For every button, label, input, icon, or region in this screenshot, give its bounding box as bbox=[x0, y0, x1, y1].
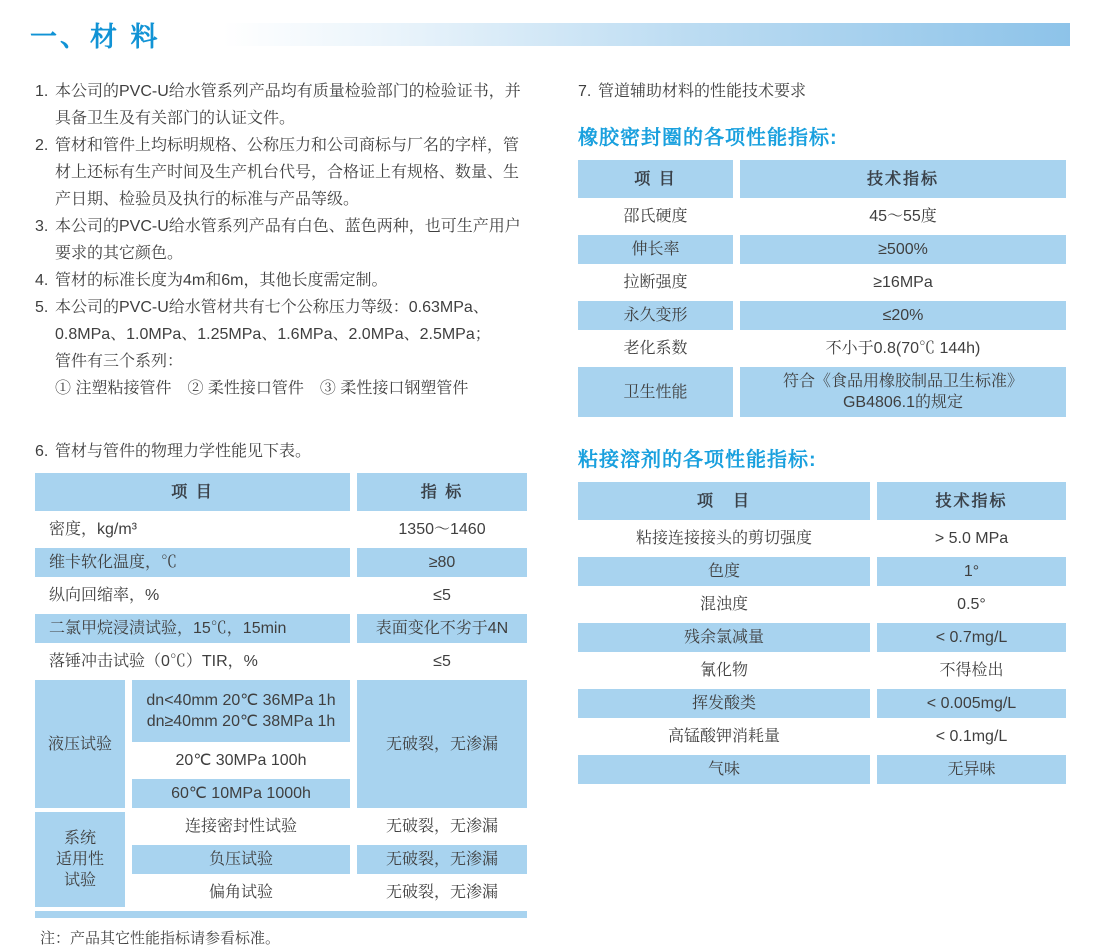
list-item-text: 管材和管件上均标明规格、公称压力和公司商标与厂名的字样，管材上还标有生产时间及生产机台代号，合格证上有规格、数量、生产日期、检验员及执行的标准与产品等级。 bbox=[55, 137, 520, 208]
hydraulic-condition-cell: 20℃ 30MPa 100h bbox=[125, 742, 350, 775]
group-label-line: 试验 bbox=[63, 872, 96, 889]
spec-cell: 不得检出 bbox=[870, 652, 1066, 685]
hydraulic-condition-line: dn<40mm 20℃ 36MPa 1h bbox=[146, 692, 336, 709]
list-item-text bbox=[55, 294, 527, 402]
table-row bbox=[35, 511, 527, 544]
property-cell: 老化系数 bbox=[578, 330, 733, 363]
hydraulic-condition-line: dn≥40mm 20℃ 38MPa 1h bbox=[146, 713, 336, 730]
spec-cell: 1° bbox=[870, 553, 1066, 586]
table-row bbox=[578, 685, 1066, 718]
property-cell: 色度 bbox=[578, 553, 870, 586]
property-cell: 拉断强度 bbox=[578, 264, 733, 297]
system-test-cell: 负压试验 bbox=[125, 841, 350, 874]
hydraulic-condition-cell: 60℃ 10MPa 1000h bbox=[125, 775, 350, 808]
list-item-number: 4. bbox=[35, 272, 49, 289]
list-item-4 bbox=[35, 267, 527, 294]
list-item-text: 本公司的PVC-U给水管系列产品均有质量检验部门的检验证书，并具备卫生及有关部门的认证文件。 bbox=[55, 83, 521, 127]
list-item-5 bbox=[35, 294, 527, 402]
table-row bbox=[578, 198, 1066, 231]
list-item-line: 管件有三个系列： bbox=[55, 353, 184, 370]
group-label-line: 系统 bbox=[63, 830, 96, 847]
spec-cell: 无破裂，无渗漏 bbox=[350, 841, 527, 874]
spec-cell: 无破裂，无渗漏 bbox=[350, 874, 527, 907]
list-item-1 bbox=[35, 78, 527, 132]
property-cell: 密度，kg/m³ bbox=[35, 511, 350, 544]
spec-cell: 1350～1460 bbox=[350, 511, 527, 544]
spec-cell: ≥80 bbox=[350, 544, 527, 577]
list-item-number: 5. bbox=[35, 299, 49, 316]
system-test-cell: 偏角试验 bbox=[125, 874, 350, 907]
property-cell: 卫生性能 bbox=[578, 363, 733, 417]
spec-cell: > 5.0 MPa bbox=[870, 520, 1066, 553]
system-test-cell: 连接密封性试验 bbox=[125, 808, 350, 841]
property-cell: 落锤冲击试验（0℃）TIR，% bbox=[35, 643, 350, 676]
spec-cell: 不小于0.8(70℃ 144h) bbox=[733, 330, 1066, 363]
footnote: 注：产品其它性能指标请参看标准。 bbox=[40, 930, 281, 947]
property-cell: 混浊度 bbox=[578, 586, 870, 619]
table-row bbox=[578, 586, 1066, 619]
list-item-text: 管材的标准长度为4m和6m，其他长度需定制。 bbox=[55, 272, 388, 289]
hydraulic-test-group-row bbox=[35, 676, 527, 742]
table-bottom-strip-row bbox=[35, 907, 527, 918]
spec-cell: ≥16MPa bbox=[733, 264, 1066, 297]
column-header-item: 项 目 bbox=[35, 473, 350, 511]
spec-cell: 45～55度 bbox=[733, 198, 1066, 231]
table-header-row bbox=[578, 160, 1066, 198]
table-row bbox=[578, 264, 1066, 297]
list-item-text: 本公司的PVC-U给水管系列产品有白色、蓝色两种，也可生产用户要求的其它颜色。 bbox=[55, 218, 521, 262]
rubber-seal-table bbox=[578, 160, 1066, 417]
spec-cell: < 0.1mg/L bbox=[870, 718, 1066, 751]
list-item-line: 本公司的PVC-U给水管材共有七个公称压力等级：0.63MPa、0.8MPa、1.0MPa、1.25MPa、1.6MPa、2.0MPa、2.5MPa； bbox=[55, 299, 491, 343]
list-item-7 bbox=[578, 78, 1066, 105]
property-cell: 邵氏硬度 bbox=[578, 198, 733, 231]
column-header-spec: 技术指标 bbox=[733, 160, 1066, 198]
table-row bbox=[578, 652, 1066, 685]
table-row bbox=[578, 751, 1066, 784]
left-column bbox=[35, 78, 527, 948]
right-column bbox=[578, 78, 1066, 948]
list-item-number: 6. bbox=[35, 443, 49, 460]
list-item-line: ① 注塑粘接管件 ② 柔性接口管件 ③ 柔性接口钢塑管件 bbox=[55, 380, 469, 397]
page-title: 一、材 料 bbox=[30, 21, 161, 52]
spec-cell: ≤20% bbox=[733, 297, 1066, 330]
table-header-row bbox=[578, 482, 1066, 520]
spec-cell: 表面变化不劣于4N bbox=[350, 610, 527, 643]
table-row bbox=[35, 544, 527, 577]
table-row bbox=[578, 297, 1066, 330]
column-header-spec: 技术指标 bbox=[870, 482, 1066, 520]
spec-cell: 无异味 bbox=[870, 751, 1066, 784]
list-item-number: 1. bbox=[35, 83, 49, 100]
hydraulic-conditions-cell bbox=[125, 676, 350, 742]
table-row bbox=[35, 577, 527, 610]
property-cell: 挥发酸类 bbox=[578, 685, 870, 718]
table-row bbox=[578, 619, 1066, 652]
spec-cell: < 0.7mg/L bbox=[870, 619, 1066, 652]
property-cell: 二氯甲烷浸渍试验，15℃，15min bbox=[35, 610, 350, 643]
table-row bbox=[578, 520, 1066, 553]
list-item-text: 管道辅助材料的性能技术要求 bbox=[598, 83, 807, 100]
spec-cell: 无破裂，无渗漏 bbox=[350, 808, 527, 841]
section-title-adhesive-solvent: 粘接溶剂的各项性能指标: bbox=[578, 449, 817, 471]
spec-cell: 符合《食品用橡胶制品卫生标准》GB4806.1的规定 bbox=[733, 363, 1066, 417]
group-label-line: 适用性 bbox=[55, 851, 104, 868]
property-cell: 气味 bbox=[578, 751, 870, 784]
list-item-number: 2. bbox=[35, 137, 49, 154]
table-row bbox=[578, 718, 1066, 751]
list-item-2 bbox=[35, 132, 527, 213]
list-item-3 bbox=[35, 213, 527, 267]
spec-cell: ≤5 bbox=[350, 643, 527, 676]
physical-properties-table bbox=[35, 473, 527, 918]
spec-cell: ≥500% bbox=[733, 231, 1066, 264]
list-item-text: 管材与管件的物理力学性能见下表。 bbox=[55, 443, 312, 460]
list-item-number: 7. bbox=[578, 83, 592, 100]
table-row bbox=[578, 553, 1066, 586]
property-cell: 维卡软化温度，℃ bbox=[35, 544, 350, 577]
section-title-rubber-seal: 橡胶密封圈的各项性能指标: bbox=[578, 127, 838, 149]
property-cell: 纵向回缩率，% bbox=[35, 577, 350, 610]
property-cell: 氰化物 bbox=[578, 652, 870, 685]
property-cell: 永久变形 bbox=[578, 297, 733, 330]
hydraulic-spec-cell: 无破裂，无渗漏 bbox=[350, 676, 527, 808]
column-header-item: 项 目 bbox=[578, 160, 733, 198]
page-header bbox=[30, 12, 1070, 56]
table-bottom-strip bbox=[35, 907, 527, 918]
system-test-group-row bbox=[35, 808, 527, 841]
list-item-6 bbox=[35, 438, 527, 465]
two-column-layout bbox=[30, 78, 1070, 948]
property-cell: 伸长率 bbox=[578, 231, 733, 264]
table-row bbox=[35, 643, 527, 676]
group-label-system bbox=[35, 808, 125, 907]
column-header-spec: 指 标 bbox=[350, 473, 527, 511]
table-row bbox=[35, 610, 527, 643]
property-cell: 粘接连接接头的剪切强度 bbox=[578, 520, 870, 553]
property-cell: 残余氯减量 bbox=[578, 619, 870, 652]
adhesive-solvent-table bbox=[578, 482, 1066, 784]
table-row bbox=[578, 330, 1066, 363]
property-cell: 高锰酸钾消耗量 bbox=[578, 718, 870, 751]
spec-cell: 0.5° bbox=[870, 586, 1066, 619]
group-label-hydraulic: 液压试验 bbox=[35, 676, 125, 808]
list-item-number: 3. bbox=[35, 218, 49, 235]
spec-cell: ≤5 bbox=[350, 577, 527, 610]
table-row bbox=[578, 363, 1066, 417]
title-gradient-bar bbox=[223, 23, 1070, 46]
table-header-row bbox=[35, 473, 527, 511]
column-header-item: 项 目 bbox=[578, 482, 870, 520]
table-row bbox=[578, 231, 1066, 264]
spec-cell: < 0.005mg/L bbox=[870, 685, 1066, 718]
